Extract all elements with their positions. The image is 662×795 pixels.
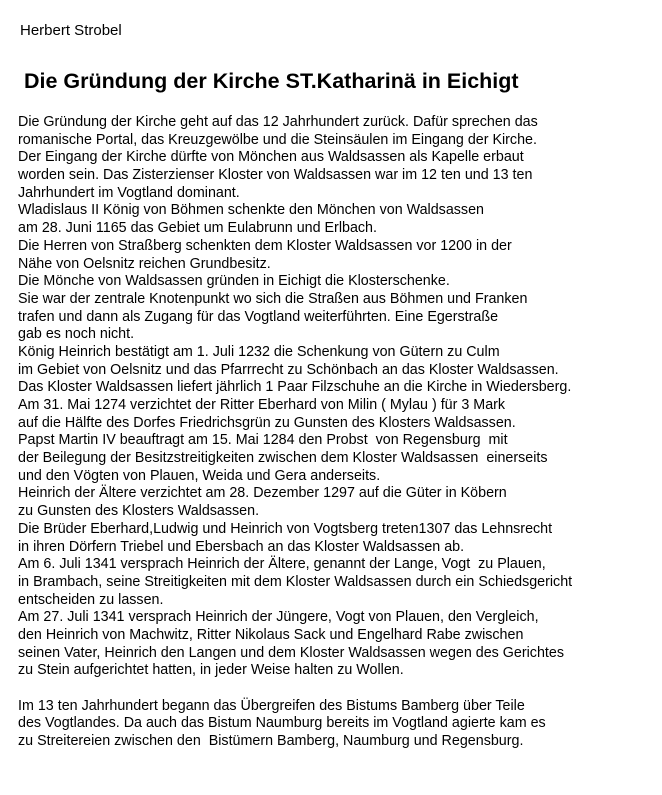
text-line: Die Brüder Eberhard,Ludwig und Heinrich von Vogtsberg treten1307 das Lehnsrecht	[18, 520, 553, 537]
text-line: Das Kloster Waldsassen liefert jährlich 1 Paar Filzschuhe an die Kirche in Wiedersberg.	[18, 379, 572, 396]
text-line: seinen Vater, Heinrich den Langen und dem Kloster Waldsassen wegen des Gerichtes	[18, 644, 564, 661]
text-line: Der Eingang der Kirche dürfte von Mönchen aus Waldsassen als Kapelle erbaut	[18, 149, 524, 166]
text-line: zu Streitereien zwischen den Bistümern Bamberg, Naumburg und Regensburg.	[18, 733, 524, 750]
text-line: entscheiden zu lassen.	[18, 591, 164, 608]
text-line: Die Mönche von Waldsassen gründen in Eichigt die Klosterschenke.	[18, 273, 450, 290]
text-line: der Beilegung der Besitzstreitigkeiten zwischen dem Kloster Waldsassen einerseits	[18, 450, 548, 467]
text-line: Nähe von Oelsnitz reichen Grundbesitz.	[18, 255, 271, 272]
text-line: in ihren Dörfern Triebel und Ebersbach an das Kloster Waldsassen ab.	[18, 538, 465, 555]
text-line: zu Stein aufgerichtet hatten, in jeder Weise halten zu Wollen.	[18, 662, 404, 679]
text-line: Am 27. Juli 1341 versprach Heinrich der Jüngere, Vogt von Plauen, den Vergleich,	[18, 609, 539, 626]
text-line: und den Vögten von Plauen, Weida und Gera anderseits.	[18, 467, 381, 484]
text-line: Am 6. Juli 1341 versprach Heinrich der Ältere, genannt der Lange, Vogt zu Plauen,	[18, 556, 546, 573]
text-line: Papst Martin IV beauftragt am 15. Mai 1284 den Probst von Regensburg mit	[18, 432, 508, 449]
text-line: Im 13 ten Jahrhundert begann das Übergreifen des Bistums Bamberg über Teile	[18, 697, 525, 714]
text-line: zu Gunsten des Klosters Waldsassen.	[18, 503, 260, 520]
text-line: König Heinrich bestätigt am 1. Juli 1232 die Schenkung von Gütern zu Culm	[18, 343, 500, 360]
text-line: Heinrich der Ältere verzichtet am 28. Dezember 1297 auf die Güter in Köbern	[18, 485, 507, 502]
author-name: Herbert Strobel	[20, 22, 122, 39]
body-text	[18, 114, 658, 751]
document-title: Die Gründung der Kirche ST.Katharinä in Eichigt	[24, 69, 519, 93]
text-line: auf die Hälfte des Dorfes Friedrichsgrün zu Gunsten des Klosters Waldsassen.	[18, 414, 516, 431]
text-line: den Heinrich von Machwitz, Ritter Nikolaus Sack und Engelhard Rabe zwischen	[18, 626, 524, 643]
text-line: Die Herren von Straßberg schenkten dem Kloster Waldsassen vor 1200 in der	[18, 237, 512, 254]
text-line: Jahrhundert im Vogtland dominant.	[18, 184, 240, 201]
text-line: worden sein. Das Zisterzienser Kloster von Waldsassen war im 12 ten und 13 ten	[18, 167, 533, 184]
text-line: Wladislaus II König von Böhmen schenkte den Mönchen von Waldsassen	[18, 202, 484, 219]
text-line: des Vogtlandes. Da auch das Bistum Naumburg bereits im Vogtland agierte kam es	[18, 715, 546, 732]
text-line: gab es noch nicht.	[18, 326, 135, 343]
text-line: Sie war der zentrale Knotenpunkt wo sich die Straßen aus Böhmen und Franken	[18, 290, 528, 307]
text-line: im Gebiet von Oelsnitz und das Pfarrrecht zu Schönbach an das Kloster Waldsassen.	[18, 361, 559, 378]
text-line: trafen und dann als Zugang für das Vogtland weiterführten. Eine Egerstraße	[18, 308, 499, 325]
text-line: Am 31. Mai 1274 verzichtet der Ritter Eberhard von Milin ( Mylau ) für 3 Mark	[18, 397, 506, 413]
text-line: in Brambach, seine Streitigkeiten mit dem Kloster Waldsassen durch ein Schiedsgericht	[18, 573, 573, 590]
text-line: Die Gründung der Kirche geht auf das 12 Jahrhundert zurück. Dafür sprechen das	[18, 114, 538, 130]
text-line: romanische Portal, das Kreuzgewölbe und die Steinsäulen im Eingang der Kirche.	[18, 131, 537, 148]
paragraph-spacer	[18, 680, 658, 698]
text-line: am 28. Juni 1165 das Gebiet um Eulabrunn und Erlbach.	[18, 220, 377, 237]
